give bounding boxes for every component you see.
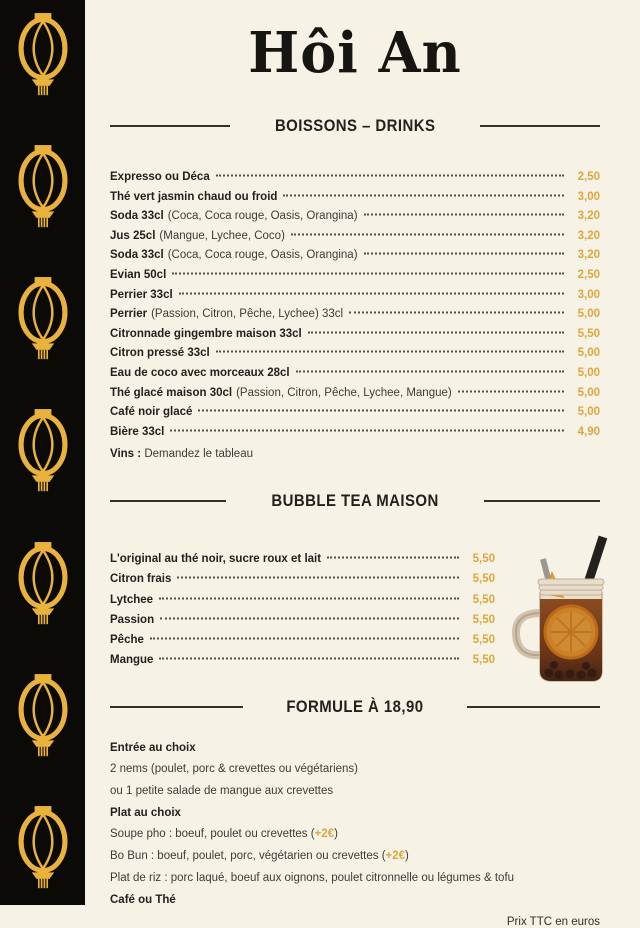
menu-item-price: 3,20 (577, 229, 600, 242)
menu-item-row (110, 227, 600, 247)
menu-item-row (110, 403, 600, 423)
lantern-icon (15, 409, 71, 495)
menu-item-name: Citron frais (110, 573, 172, 586)
dotted-leader (349, 312, 564, 314)
menu-item-row (110, 384, 600, 404)
formule-lines (110, 743, 600, 906)
menu-item-price: 5,50 (472, 552, 495, 565)
menu-item-name: Perrier (110, 308, 148, 321)
formule-line: ou 1 petite salade de mangue aux crevettes (110, 785, 334, 798)
formule-line: Soupe pho : boeuf, poulet ou crevettes (+2€) (110, 828, 338, 841)
menu-item-row (110, 168, 600, 188)
lantern-icon (15, 806, 71, 892)
menu-item-name: Mangue (110, 654, 154, 667)
dotted-leader (216, 175, 564, 177)
formule-line: Plat de riz : porc laqué, boeuf aux oignons, poulet citronnelle ou légumes & tofu (110, 871, 515, 884)
menu-content (85, 0, 640, 928)
dotted-leader (364, 214, 564, 216)
menu-item-name: Pêche (110, 634, 144, 647)
menu-item-name: Perrier 33cl (110, 288, 173, 301)
menu-item-price: 5,50 (577, 327, 600, 340)
menu-item-name: Lytchee (110, 593, 154, 606)
menu-item-price: 2,50 (577, 171, 600, 183)
menu-item-name: Bière 33cl (110, 425, 165, 438)
menu-item-price: 5,00 (577, 386, 600, 399)
menu-item-name: Thé vert jasmin chaud ou froid (110, 190, 278, 203)
formule-section-header (110, 697, 600, 717)
dotted-leader (160, 617, 459, 619)
menu-item-price: 5,50 (472, 654, 495, 667)
dotted-leader (283, 194, 564, 196)
menu-item-price: 2,50 (577, 268, 600, 281)
menu-item-name: Soda 33cl (110, 249, 164, 262)
drinks-section-title: BOISSONS – DRINKS (274, 116, 436, 135)
divider-line (110, 706, 243, 708)
menu-item-price: 5,00 (577, 347, 600, 360)
bubble-tea-body (110, 549, 600, 671)
dotted-leader (159, 597, 459, 599)
menu-item-row (110, 266, 600, 286)
supplement-price: +2€ (314, 828, 335, 841)
dotted-leader (296, 370, 564, 372)
drinks-section (110, 116, 600, 465)
lantern-sidebar (0, 0, 85, 905)
jar-rim (538, 579, 604, 595)
menu-item-row (110, 549, 495, 569)
dotted-leader (159, 658, 459, 660)
menu-item-row (110, 610, 495, 630)
wine-note-label: Vins : (110, 448, 142, 461)
menu-item-price: 3,00 (577, 288, 600, 301)
dotted-leader (291, 233, 564, 235)
menu-item-price: 4,90 (577, 425, 600, 438)
menu-item-row (110, 423, 600, 443)
menu-item-row (110, 207, 600, 227)
menu-item-price: 5,00 (577, 366, 600, 379)
bubble-tea-section-title: BUBBLE TEA MAISON (271, 490, 439, 510)
menu-item-detail: (Passion, Citron, Pêche, Lychee) 33cl (151, 308, 344, 321)
menu-item-name: Evian 50cl (110, 268, 167, 281)
divider-line (110, 125, 230, 127)
dotted-leader (216, 351, 564, 353)
menu-item-detail: (Coca, Coca rouge, Oasis, Orangina) (167, 210, 358, 223)
footer-note: Prix TTC en euros (506, 916, 600, 928)
menu-item-row (110, 188, 600, 208)
menu-item-row (110, 590, 495, 610)
formule-section (110, 697, 600, 928)
menu-item-name: L'original au thé noir, sucre roux et lait (110, 552, 322, 565)
lantern-icon (15, 145, 71, 231)
menu-item-price: 5,00 (577, 308, 600, 321)
drinks-list (110, 168, 600, 442)
menu-item-name: Citronnade gingembre maison 33cl (110, 327, 302, 340)
menu-item-row (110, 569, 495, 589)
menu-item-row (110, 286, 600, 306)
menu-item-name: Jus 25cl (110, 229, 156, 242)
menu-item-name: Soda 33cl (110, 210, 164, 223)
lantern-icon (15, 13, 71, 99)
dotted-leader (364, 253, 564, 255)
drinks-section-header (110, 116, 600, 136)
divider-line (480, 125, 600, 127)
bubble-tea-photo (500, 533, 634, 693)
menu-item-detail: (Mangue, Lychee, Coco) (159, 229, 285, 242)
formule-section-title: FORMULE À 18,90 (286, 696, 424, 716)
menu-item-price: 3,20 (577, 210, 600, 223)
bubble-tea-list (110, 549, 495, 671)
restaurant-logo: Hôi An (248, 18, 462, 86)
lantern-icon (15, 277, 71, 363)
dotted-leader (177, 577, 459, 579)
dotted-leader (458, 390, 564, 392)
formule-line: Plat au choix (110, 806, 181, 819)
menu-item-detail: (Passion, Citron, Pêche, Lychee, Mangue) (236, 386, 452, 399)
formule-line: 2 nems (poulet, porc & crevettes ou végétariens) (110, 763, 359, 776)
dotted-leader (170, 429, 564, 431)
menu-item-detail: (Coca, Coca rouge, Oasis, Orangina) (167, 249, 358, 262)
menu-item-row (110, 305, 600, 325)
menu-item-price: 5,50 (472, 613, 495, 626)
menu-item-name: Eau de coco avec morceaux 28cl (110, 366, 290, 379)
menu-item-name: Citron pressé 33cl (110, 347, 210, 360)
formule-line: Entrée au choix (110, 741, 196, 754)
menu-item-price: 5,50 (472, 573, 495, 586)
dotted-leader (150, 638, 459, 640)
formule-line: Café ou Thé (110, 893, 176, 906)
divider-line (110, 500, 226, 502)
dotted-leader (198, 410, 564, 412)
menu-item-name: Café noir glacé (110, 406, 193, 419)
supplement-price: +2€ (385, 850, 406, 863)
menu-item-price: 3,00 (577, 190, 600, 203)
menu-item-row (110, 364, 600, 384)
menu-item-name: Passion (110, 613, 155, 626)
menu-item-row (110, 630, 495, 650)
lantern-icon (15, 542, 71, 628)
lantern-icon (15, 674, 71, 760)
menu-item-row (110, 325, 600, 345)
dotted-leader (308, 331, 564, 333)
divider-line (484, 500, 600, 502)
dotted-leader (172, 272, 564, 274)
formule-line: Bo Bun : boeuf, poulet, porc, végétarien ou crevettes (+2€) (110, 850, 409, 863)
menu-item-price: 5,50 (472, 593, 495, 606)
bubble-tea-section (110, 491, 600, 671)
dotted-leader (327, 556, 459, 558)
divider-line (467, 706, 600, 708)
menu-item-row (110, 344, 600, 364)
wine-note-text: Demandez le tableau (144, 448, 253, 461)
dotted-leader (179, 292, 564, 294)
wine-note (110, 445, 600, 465)
menu-item-price: 3,20 (577, 249, 600, 262)
menu-item-name: Thé glacé maison 30cl (110, 386, 233, 399)
menu-item-row (110, 650, 495, 670)
menu-item-row (110, 246, 600, 266)
menu-item-name: Expresso ou Déca (110, 171, 210, 183)
menu-item-price: 5,50 (472, 634, 495, 647)
bubble-tea-section-header (110, 491, 600, 511)
menu-item-price: 5,00 (577, 406, 600, 419)
